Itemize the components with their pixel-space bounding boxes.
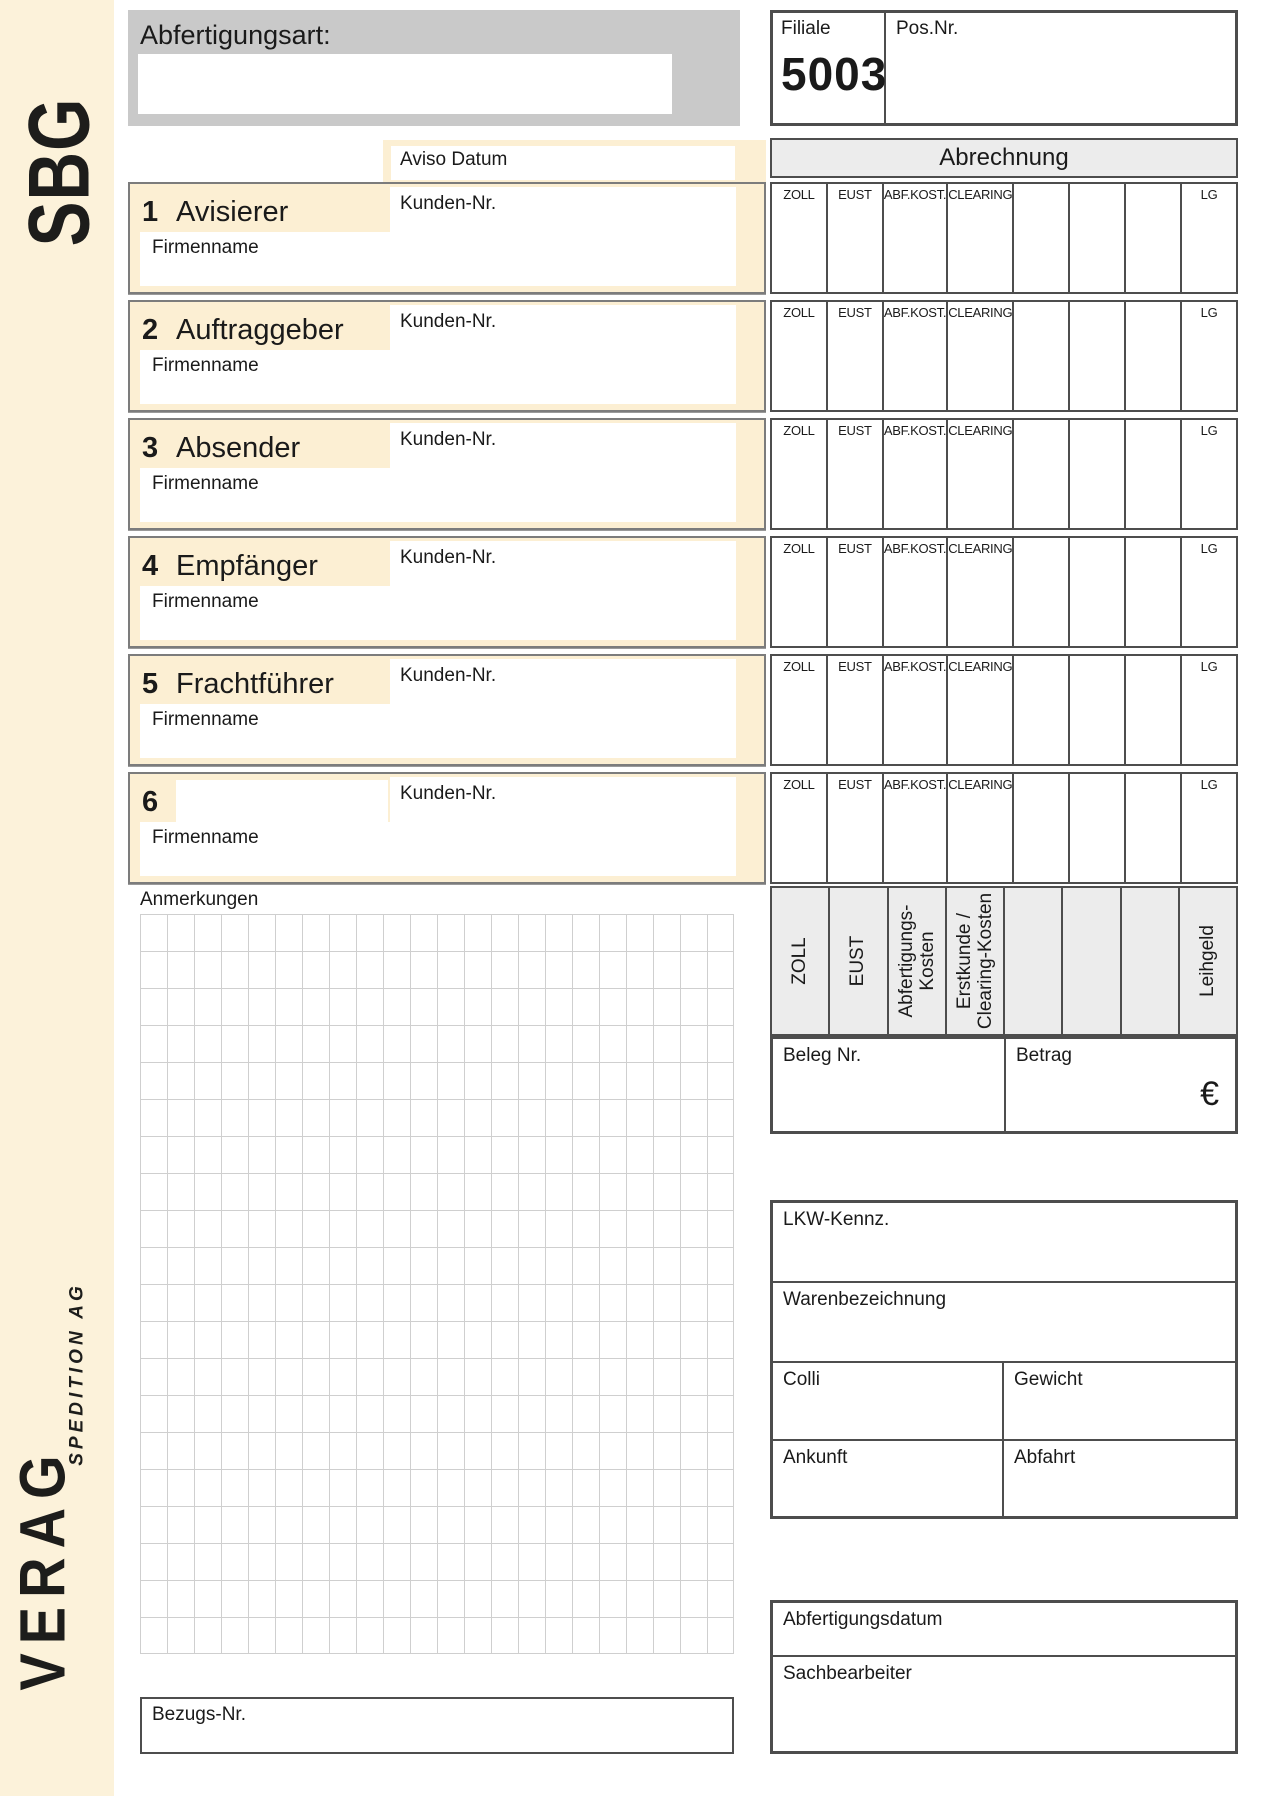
section-number: 1 bbox=[142, 196, 159, 228]
abrechnung-cell-lg[interactable] bbox=[1182, 184, 1236, 292]
abrechnung-cell[interactable] bbox=[1070, 420, 1126, 528]
abrechnung-row-2 bbox=[770, 300, 1238, 412]
abrechnung-cell-zoll[interactable] bbox=[772, 302, 828, 410]
abrechnung-cell-lg[interactable] bbox=[1182, 774, 1236, 882]
abrechnung-cell[interactable] bbox=[1014, 420, 1070, 528]
abrechnung-cell[interactable] bbox=[1014, 538, 1070, 646]
col-header: LG bbox=[1200, 777, 1218, 792]
section-number: 4 bbox=[142, 550, 159, 582]
col-header: ZOLL bbox=[783, 423, 815, 438]
gewicht-input[interactable] bbox=[1004, 1363, 1235, 1439]
filiale-pos-box bbox=[770, 10, 1238, 126]
abrechnung-cell[interactable] bbox=[1126, 538, 1182, 646]
abrechnung-cell-clearing[interactable] bbox=[948, 184, 1014, 292]
filiale-label: Filiale bbox=[781, 18, 831, 39]
abrechnung-cell-lg[interactable] bbox=[1182, 656, 1236, 764]
col-header: ABF.KOST. bbox=[883, 187, 947, 202]
warenbezeichnung-label: Warenbezeichnung bbox=[783, 1289, 947, 1310]
section-number: 3 bbox=[142, 432, 159, 464]
kunden-nr-input[interactable] bbox=[390, 777, 736, 825]
abrechnung-row-5 bbox=[770, 654, 1238, 766]
col-header: ABF.KOST. bbox=[883, 541, 947, 556]
col-header: CLEARING bbox=[948, 777, 1013, 792]
company-name-text: VERAG bbox=[5, 1445, 79, 1691]
aviso-datum-label: Aviso Datum bbox=[400, 149, 508, 170]
abrechnung-cell[interactable] bbox=[1070, 656, 1126, 764]
pos-nr-input[interactable] bbox=[886, 13, 1235, 123]
abrechnung-cell[interactable] bbox=[1070, 774, 1126, 882]
section-number: 6 bbox=[142, 786, 159, 818]
section-empfaenger bbox=[128, 536, 766, 648]
colli-input[interactable] bbox=[773, 1363, 1004, 1439]
legend-label: Abfertigungs-Kosten bbox=[895, 904, 938, 1018]
legend-label: EUST bbox=[847, 935, 869, 987]
processing-box bbox=[770, 1600, 1238, 1754]
abfahrt-label: Abfahrt bbox=[1014, 1447, 1076, 1468]
col-header: ZOLL bbox=[783, 187, 815, 202]
abrechnung-cell-abfkost[interactable] bbox=[884, 184, 948, 292]
kunden-nr-label: Kunden-Nr. bbox=[400, 665, 497, 686]
legend-empty bbox=[1122, 888, 1180, 1034]
section-absender bbox=[128, 418, 766, 530]
euro-currency-symbol: € bbox=[1200, 1075, 1219, 1113]
col-header: ZOLL bbox=[783, 541, 815, 556]
abrechnung-cell-eust[interactable] bbox=[828, 302, 884, 410]
abrechnung-legend-row bbox=[770, 886, 1238, 1036]
col-header: ABF.KOST. bbox=[883, 659, 947, 674]
aviso-datum-input[interactable] bbox=[391, 146, 735, 180]
col-header: EUST bbox=[838, 423, 872, 438]
section-title: Absender bbox=[176, 432, 301, 464]
company-name bbox=[5, 1358, 79, 1778]
ankunft-abfahrt-row bbox=[773, 1441, 1235, 1516]
shipment-details-box bbox=[770, 1200, 1238, 1519]
sachbearbeiter-label: Sachbearbeiter bbox=[783, 1663, 912, 1684]
section-title: Auftraggeber bbox=[176, 314, 344, 346]
gewicht-label: Gewicht bbox=[1014, 1369, 1083, 1390]
col-header: ZOLL bbox=[783, 777, 815, 792]
section-title: Empfänger bbox=[176, 550, 318, 582]
betrag-input[interactable] bbox=[1006, 1039, 1235, 1131]
abrechnung-cell[interactable] bbox=[1070, 538, 1126, 646]
section-custom bbox=[128, 772, 766, 884]
firmenname-input[interactable] bbox=[140, 232, 736, 286]
col-header: ABF.KOST. bbox=[883, 777, 947, 792]
section-number: 5 bbox=[142, 668, 159, 700]
section-auftraggeber bbox=[128, 300, 766, 412]
warenbezeichnung-input[interactable] bbox=[773, 1283, 1235, 1363]
section-title: Frachtführer bbox=[176, 668, 334, 700]
bezugs-nr-input[interactable] bbox=[140, 1697, 734, 1754]
firmenname-input[interactable] bbox=[140, 822, 736, 876]
col-header: ABF.KOST. bbox=[883, 305, 947, 320]
ankunft-label: Ankunft bbox=[783, 1447, 848, 1468]
abrechnung-cell-zoll[interactable] bbox=[772, 420, 828, 528]
legend-label: Erstkunde / Clearing-Kosten bbox=[953, 892, 996, 1030]
kunden-nr-label: Kunden-Nr. bbox=[400, 311, 497, 332]
beleg-betrag-box bbox=[770, 1036, 1238, 1134]
abrechnung-cell-eust[interactable] bbox=[828, 184, 884, 292]
lkw-kennz-input[interactable] bbox=[773, 1203, 1235, 1283]
kunden-nr-input[interactable] bbox=[390, 659, 736, 707]
kunden-nr-label: Kunden-Nr. bbox=[400, 429, 497, 450]
firmenname-input[interactable] bbox=[140, 468, 736, 522]
abrechnung-cell-clearing[interactable] bbox=[948, 774, 1014, 882]
kunden-nr-input[interactable] bbox=[390, 305, 736, 353]
legend-leihgeld bbox=[1180, 888, 1236, 1034]
abrechnung-cell[interactable] bbox=[1126, 656, 1182, 764]
section-title: Avisierer bbox=[176, 196, 289, 228]
abfertigungsdatum-label: Abfertigungsdatum bbox=[783, 1609, 943, 1630]
col-header: CLEARING bbox=[948, 541, 1013, 556]
abrechnung-cell[interactable] bbox=[1014, 302, 1070, 410]
col-header: CLEARING bbox=[948, 423, 1013, 438]
firmenname-label: Firmenname bbox=[152, 591, 259, 612]
beleg-nr-input[interactable] bbox=[773, 1039, 1006, 1131]
ankunft-input[interactable] bbox=[773, 1441, 1004, 1516]
col-header: EUST bbox=[838, 777, 872, 792]
abrechnung-row-1 bbox=[770, 182, 1238, 294]
lkw-kennz-label: LKW-Kennz. bbox=[783, 1209, 890, 1230]
sbg-logo-text: SBG bbox=[10, 97, 108, 247]
col-header: LG bbox=[1200, 305, 1218, 320]
legend-zoll bbox=[772, 888, 830, 1034]
kunden-nr-input[interactable] bbox=[390, 423, 736, 471]
firmenname-label: Firmenname bbox=[152, 709, 259, 730]
bezugs-nr-label: Bezugs-Nr. bbox=[152, 1704, 246, 1725]
abrechnung-header bbox=[770, 138, 1238, 178]
abfahrt-input[interactable] bbox=[1004, 1441, 1235, 1516]
abrechnung-cell[interactable] bbox=[1014, 184, 1070, 292]
section-number: 2 bbox=[142, 314, 159, 346]
abrechnung-cell-clearing[interactable] bbox=[948, 538, 1014, 646]
abrechnung-cell-lg[interactable] bbox=[1182, 420, 1236, 528]
col-header: CLEARING bbox=[948, 659, 1013, 674]
abrechnung-cell-abfkost[interactable] bbox=[884, 538, 948, 646]
col-header: LG bbox=[1200, 541, 1218, 556]
abrechnung-cell-eust[interactable] bbox=[828, 656, 884, 764]
abrechnung-cell-abfkost[interactable] bbox=[884, 774, 948, 882]
colli-label: Colli bbox=[783, 1369, 820, 1390]
abrechnung-row-3 bbox=[770, 418, 1238, 530]
abrechnung-title: Abrechnung bbox=[939, 144, 1069, 171]
abrechnung-cell-lg[interactable] bbox=[1182, 302, 1236, 410]
abrechnung-cell-clearing[interactable] bbox=[948, 420, 1014, 528]
abrechnung-cell[interactable] bbox=[1014, 656, 1070, 764]
legend-label: Leihgeld bbox=[1197, 925, 1219, 997]
abrechnung-cell-clearing[interactable] bbox=[948, 656, 1014, 764]
anmerkungen-label: Anmerkungen bbox=[140, 889, 259, 910]
col-header: EUST bbox=[838, 541, 872, 556]
abrechnung-cell-abfkost[interactable] bbox=[884, 302, 948, 410]
firmenname-label: Firmenname bbox=[152, 827, 259, 848]
aviso-datum-area bbox=[383, 140, 766, 184]
section-6-title-input[interactable] bbox=[176, 780, 388, 824]
legend-empty bbox=[1005, 888, 1063, 1034]
firmenname-label: Firmenname bbox=[152, 473, 259, 494]
abrechnung-cell-abfkost[interactable] bbox=[884, 420, 948, 528]
col-header: LG bbox=[1200, 659, 1218, 674]
abrechnung-row-4 bbox=[770, 536, 1238, 648]
abrechnung-cell[interactable] bbox=[1070, 184, 1126, 292]
abrechnung-row-6 bbox=[770, 772, 1238, 884]
abfertigungsart-input[interactable] bbox=[138, 54, 672, 114]
kunden-nr-input[interactable] bbox=[390, 187, 736, 235]
abrechnung-cell-eust[interactable] bbox=[828, 538, 884, 646]
kunden-nr-label: Kunden-Nr. bbox=[400, 783, 497, 804]
company-subtitle-text: SPEDITION AG bbox=[67, 1282, 89, 1466]
abrechnung-cell-zoll[interactable] bbox=[772, 538, 828, 646]
col-header: ABF.KOST. bbox=[883, 423, 947, 438]
abrechnung-cell-zoll[interactable] bbox=[772, 184, 828, 292]
abrechnung-cell[interactable] bbox=[1126, 184, 1182, 292]
legend-abfertigungskosten bbox=[889, 888, 947, 1034]
sachbearbeiter-input[interactable] bbox=[773, 1657, 1235, 1751]
legend-clearingkosten bbox=[947, 888, 1005, 1034]
filiale-value: 5003 bbox=[781, 48, 888, 100]
pos-nr-label: Pos.Nr. bbox=[896, 18, 959, 39]
abrechnung-cell[interactable] bbox=[1014, 774, 1070, 882]
legend-label: ZOLL bbox=[789, 937, 811, 985]
col-header: LG bbox=[1200, 423, 1218, 438]
col-header: CLEARING bbox=[948, 187, 1013, 202]
abrechnung-cell[interactable] bbox=[1070, 302, 1126, 410]
legend-empty bbox=[1063, 888, 1121, 1034]
section-avisierer bbox=[128, 182, 766, 294]
col-header: CLEARING bbox=[948, 305, 1013, 320]
col-header: EUST bbox=[838, 187, 872, 202]
beleg-nr-label: Beleg Nr. bbox=[783, 1045, 862, 1066]
betrag-label: Betrag bbox=[1016, 1045, 1072, 1066]
anmerkungen-grid[interactable] bbox=[140, 914, 734, 1654]
col-header: ZOLL bbox=[783, 305, 815, 320]
col-header: EUST bbox=[838, 659, 872, 674]
abrechnung-cell-lg[interactable] bbox=[1182, 538, 1236, 646]
sbg-logo bbox=[10, 48, 108, 296]
abfertigungsart-label: Abfertigungsart: bbox=[140, 20, 331, 50]
section-frachtfuehrer bbox=[128, 654, 766, 766]
abrechnung-cell-zoll[interactable] bbox=[772, 656, 828, 764]
abrechnung-cell[interactable] bbox=[1126, 302, 1182, 410]
firmenname-input[interactable] bbox=[140, 350, 736, 404]
colli-gewicht-row bbox=[773, 1363, 1235, 1441]
abrechnung-cell[interactable] bbox=[1126, 420, 1182, 528]
kunden-nr-label: Kunden-Nr. bbox=[400, 547, 497, 568]
abrechnung-cell[interactable] bbox=[1126, 774, 1182, 882]
kunden-nr-input[interactable] bbox=[390, 541, 736, 589]
abrechnung-cell-zoll[interactable] bbox=[772, 774, 828, 882]
col-header: ZOLL bbox=[783, 659, 815, 674]
col-header: EUST bbox=[838, 305, 872, 320]
abfertigungsart-panel bbox=[128, 10, 740, 126]
firmenname-label: Firmenname bbox=[152, 355, 259, 376]
col-header: LG bbox=[1200, 187, 1218, 202]
filiale-cell bbox=[773, 13, 886, 123]
abrechnung-cell-eust[interactable] bbox=[828, 774, 884, 882]
firmenname-input[interactable] bbox=[140, 704, 736, 758]
brand-sidebar bbox=[0, 0, 114, 1796]
kunden-nr-label: Kunden-Nr. bbox=[400, 193, 497, 214]
legend-eust bbox=[830, 888, 888, 1034]
abfertigungsdatum-input[interactable] bbox=[773, 1603, 1235, 1657]
abrechnung-cell-clearing[interactable] bbox=[948, 302, 1014, 410]
abrechnung-cell-abfkost[interactable] bbox=[884, 656, 948, 764]
firmenname-input[interactable] bbox=[140, 586, 736, 640]
firmenname-label: Firmenname bbox=[152, 237, 259, 258]
abrechnung-cell-eust[interactable] bbox=[828, 420, 884, 528]
